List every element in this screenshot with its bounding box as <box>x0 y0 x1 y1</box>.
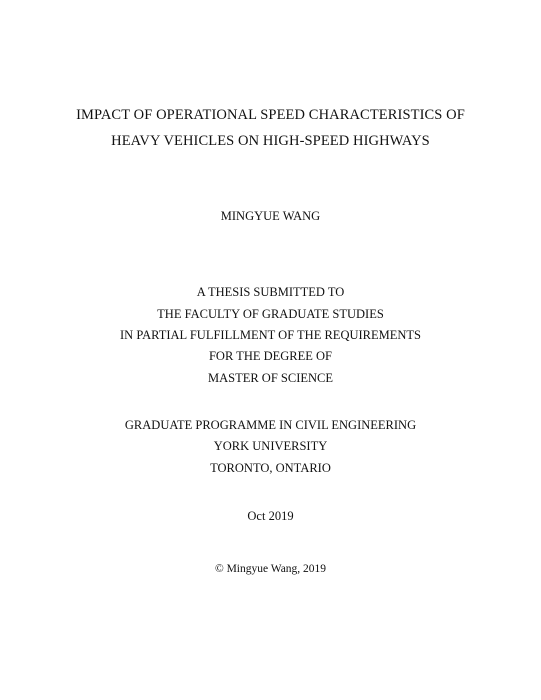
submission-line-4: FOR THE DEGREE OF <box>208 349 333 363</box>
thesis-title-line-1: IMPACT OF OPERATIONAL SPEED CHARACTERISTICS OF <box>76 107 465 123</box>
university-location: TORONTO, ONTARIO <box>210 461 331 475</box>
submission-line-2: THE FACULTY OF GRADUATE STUDIES <box>157 307 384 321</box>
author-name: MINGYUE WANG <box>220 209 321 223</box>
submission-line-1: A THESIS SUBMITTED TO <box>196 285 345 299</box>
submission-date: Oct 2019 <box>247 509 294 523</box>
thesis-title-line-2: HEAVY VEHICLES ON HIGH-SPEED HIGHWAYS <box>111 133 430 149</box>
copyright-notice: © Mingyue Wang, 2019 <box>214 563 327 575</box>
submission-line-3: IN PARTIAL FULFILLMENT OF THE REQUIREMENTS <box>120 328 421 342</box>
university-name: YORK UNIVERSITY <box>213 439 328 453</box>
programme-name: GRADUATE PROGRAMME IN CIVIL ENGINEERING <box>124 418 417 432</box>
degree-name: MASTER OF SCIENCE <box>207 371 334 385</box>
